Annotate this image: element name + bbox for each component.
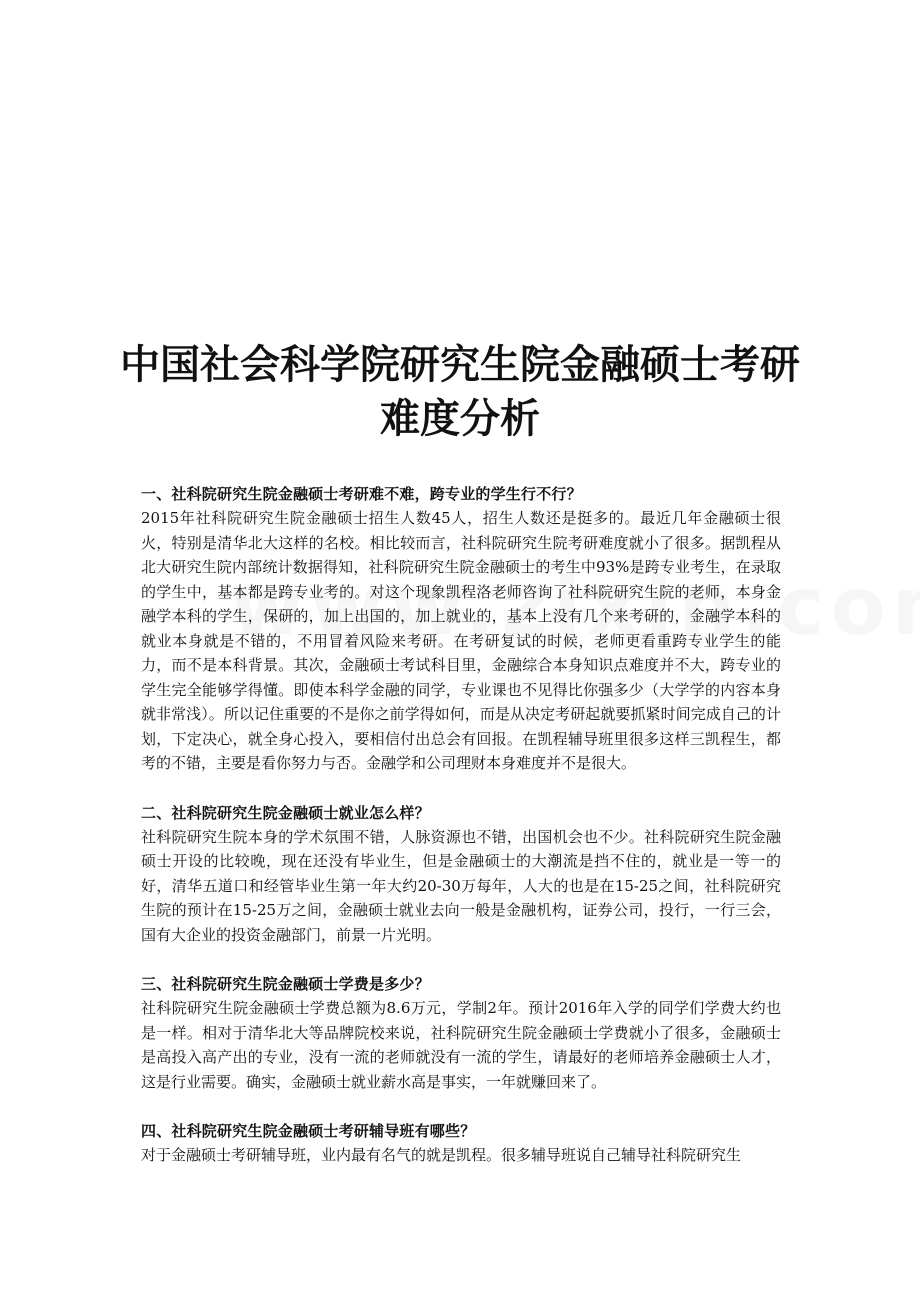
section-body: 社科院研究生院金融硕士学费总额为8.6万元，学制2年。预计2016年入学的同学们学费大约也是一样。相对于清华北大等品牌院校来说，社科院研究生院金融硕士学费就小了很多，金融硕士是高投入高产出的专业，没有一流的老师就没有一流的学生，请最好的老师培养金融硕士人才，这是行业需要。确实，金融硕士就业薪水高是事实，一年就赚回来了。 — [141, 999, 781, 1091]
section-heading: 四、社科院研究生院金融硕士考研辅导班有哪些？ — [141, 1122, 476, 1140]
section-body: 2015年社科院研究生院金融硕士招生人数45人，招生人数还是挺多的。最近几年金融硕士很火，特别是清华北大这样的名校。相比较而言，社科院研究生院考研难度就小了很多。据凯程从北大研究生院内部统计数据得知，社科院研究生院金融硕士的考生中93%是跨专业考生，在录取的学生中，基本都是跨专业考的。对这个现象凯程洛老师咨询了社科院研究生院的老师，本身金融学本科的学生，保研的，加上出国的，加上就业的，基本上没有几个来考研的，金融学本科的就业本身就是不错的，不用冒着风险来考研。在考研复试的时候，老师更看重跨专业学生的能力，而不是本科背景。其次，金融硕士考试科目里，金融综合本身知识点难度并不大，跨专业的学生完全能够学得懂。即使本科学金融的同学，专业课也不见得比你强多少（大学学的内容本身就非常浅）。所以记住重要的不是你之前学得如何，而是从决定考研起就要抓紧时间完成自己的计划，下定决心，就全身心投入，要相信付出总会有回报。在凯程辅导班里很多这样三凯程生，都考的不错，主要是看你努力与否。金融学和公司理财本身难度并不是很大。 — [141, 509, 781, 772]
document-content — [141, 482, 781, 1193]
section-body: 对于金融硕士考研辅导班，业内最有名气的就是凯程。很多辅导班说自己辅导社科院研究生 — [141, 1146, 742, 1164]
section-heading: 三、社科院研究生院金融硕士学费是多少？ — [141, 975, 430, 993]
section-tutoring — [141, 1119, 781, 1168]
section-heading: 一、社科院研究生院金融硕士考研难不难，跨专业的学生行不行？ — [141, 485, 582, 503]
section-heading: 二、社科院研究生院金融硕士就业怎么样？ — [141, 803, 430, 822]
document-title — [100, 338, 820, 446]
section-difficulty — [141, 482, 781, 776]
section-tuition — [141, 972, 781, 1094]
document-title-line-2: 难度分析 — [380, 396, 540, 442]
document-title-line-1: 中国社会科学院研究生院金融硕士考研 — [120, 342, 800, 388]
section-employment — [141, 801, 781, 948]
section-body: 社科院研究生院本身的学术氛围不错，人脉资源也不错，出国机会也不少。社科院研究生院金融硕士开设的比较晚，现在还没有毕业生，但是金融硕士的大潮流是挡不住的，就业是一等一的好，清华五道口和经管毕业生第一年大约20-30万每年，人大的也是在15-25之间，社科院研究生院的预计在15-25万之间，金融硕士就业去向一般是金融机构，证券公司，投行，一行三会，国有大企业的投资金融部门，前景一片光明。 — [141, 827, 781, 944]
